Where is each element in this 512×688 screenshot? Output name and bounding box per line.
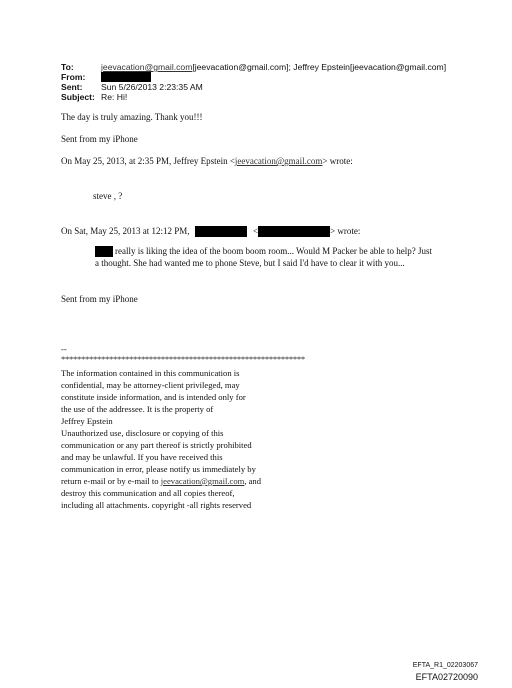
footer-line: Unauthorized use, disclosure or copying of this (61, 428, 224, 438)
subject-value: Re: Hi! (101, 92, 128, 102)
return-suffix: , and (244, 476, 262, 486)
redaction-box (195, 226, 247, 237)
from-label: From: (61, 72, 86, 82)
email-header (61, 62, 446, 102)
footer-line: Jeffrey Epstein (61, 416, 113, 426)
sent-row (61, 82, 446, 92)
steve-line: steve , ? (93, 191, 123, 201)
quote1-prefix: On May 25, 2013, at 2:35 PM, Jeffrey Epstein < (61, 156, 235, 166)
footer-line: communication in error, please notify us immediately by (61, 464, 256, 474)
document-id-stamp: EFTA_R1_02203067 (412, 662, 478, 669)
to-value (101, 62, 446, 72)
redaction-box (95, 246, 113, 257)
quote-header-1 (61, 155, 353, 167)
signature-1: Sent from my iPhone (61, 134, 138, 144)
footer-return-line (61, 475, 305, 487)
subject-label: Subject: (61, 92, 95, 102)
footer-line: destroy this communication and all copies thereof, (61, 488, 235, 498)
quote1-suffix: > wrote: (322, 156, 353, 166)
footer-line: including all attachments. copyright -all rights reserved (61, 500, 252, 510)
from-row (61, 72, 446, 82)
quote2-suffix: > wrote: (330, 226, 361, 236)
sent-label: Sent: (61, 82, 83, 92)
subject-row (61, 92, 446, 102)
bates-number-stamp: EFTA02720090 (415, 672, 478, 682)
to-row (61, 62, 446, 72)
return-prefix: return e-mail or by e-mail to (61, 476, 161, 486)
redaction-box (101, 72, 151, 82)
footer-line: and may be unlawful. If you have received this (61, 452, 223, 462)
footer-line: constitute inside information, and is intended only for (61, 392, 246, 402)
quoted-message (95, 245, 435, 269)
footer-dashes: -- (61, 344, 67, 354)
signature-2: Sent from my iPhone (61, 294, 138, 304)
footer-email-link[interactable]: jeevacation@gmail.com (160, 476, 245, 486)
quoted-text: really is liking the idea of the boom boom room... Would M Packer be able to help? Just a thought. She had wanted me to phone Steve, but I said I'd have to clear it with you... (95, 246, 433, 269)
footer-line: The information contained in this communication is (61, 368, 240, 378)
redaction-box (258, 226, 330, 237)
to-email-link[interactable]: jeevacation@gmail.com (101, 62, 193, 72)
footer-line: the use of the addressee. It is the property of (61, 404, 214, 414)
body-line-1: The day is truly amazing. Thank you!!! (61, 112, 203, 122)
footer-line: communication or any part thereof is strictly prohibited (61, 440, 252, 450)
footer-line: confidential, may be attorney-client privileged, may (61, 380, 240, 390)
quote-header-2 (61, 225, 360, 237)
to-label: To: (61, 62, 74, 72)
to-value-rest: [jeevacation@gmail.com]; Jeffrey Epstein[jeevacation@gmail.com] (192, 62, 447, 72)
footer-stars: ************************************************************* (61, 354, 305, 364)
quote2-lt: < (253, 226, 259, 236)
quote2-prefix: On Sat, May 25, 2013 at 12:12 PM, (61, 226, 190, 236)
quote1-email-link[interactable]: jeevacation@gmail.com (234, 156, 323, 166)
confidentiality-footer (61, 344, 305, 511)
sent-value: Sun 5/26/2013 2:23:35 AM (101, 82, 203, 92)
